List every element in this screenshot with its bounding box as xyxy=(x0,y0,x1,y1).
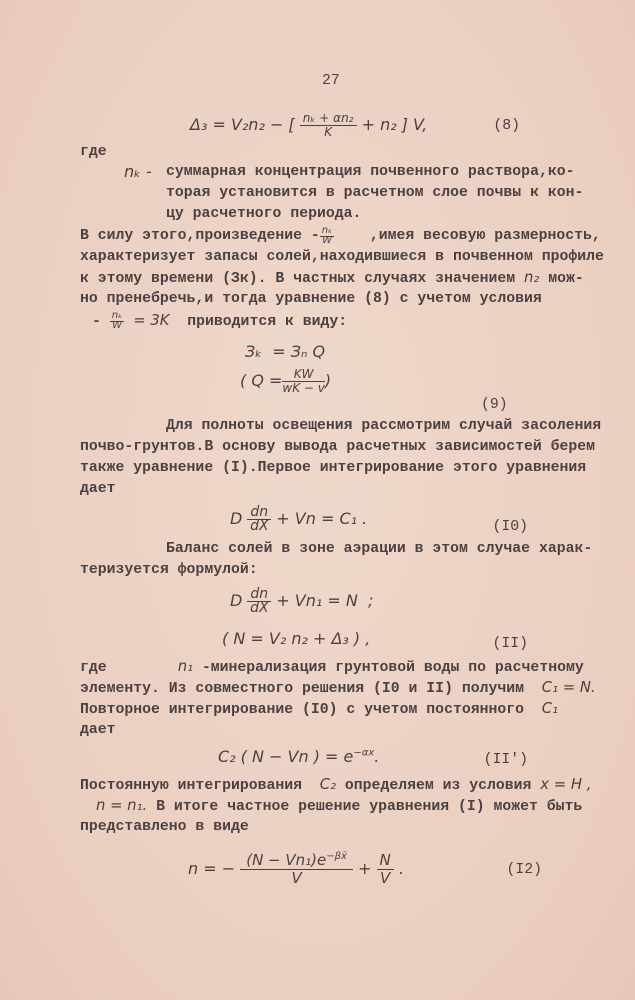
text-line: представлено в виде xyxy=(80,819,249,835)
text-line xyxy=(80,658,584,676)
text: к этому времени (Зк). В частных случаях значением xyxy=(80,271,516,287)
eq12-fraction-1 xyxy=(240,852,353,887)
text: ) xyxy=(324,371,332,390)
numerator: nₖ xyxy=(111,310,123,321)
text-line: почво-грунтов.В основу вывода расчетных зависимостей берем xyxy=(80,439,596,455)
numerator: KW xyxy=(282,368,324,382)
text-line xyxy=(80,679,596,697)
denominator: dX xyxy=(250,517,269,534)
text: . xyxy=(398,859,404,878)
text: Повторное интегрирование (I0) с учетом постоянного xyxy=(80,702,524,718)
text-line xyxy=(92,312,347,330)
denominator: W xyxy=(112,319,123,331)
equation-10 xyxy=(230,503,368,534)
text: -минерализация грунтовой воды по расчетному xyxy=(201,660,584,676)
nk-over-w-fraction xyxy=(320,227,335,245)
text: - xyxy=(92,314,101,330)
page-number: 27 xyxy=(322,73,340,89)
eq11-prime-label: (II′) xyxy=(483,752,528,768)
text: мож- xyxy=(548,271,584,287)
c2-symbol: C₂ xyxy=(319,776,337,793)
denominator: wK − v xyxy=(282,381,325,395)
text-line: Баланс солей в зоне аэрации в этом случае харак- xyxy=(166,541,593,557)
eq8-lhs: Δ₃ = V₂n₂ − [ xyxy=(190,115,295,134)
eq12-label: (I2) xyxy=(506,861,542,878)
text-line xyxy=(96,797,582,815)
c1-equals-n: C₁ = N. xyxy=(541,679,596,696)
text-line: также уравнение (I).Первое интегрирование этого уравнения xyxy=(80,460,587,476)
denominator: V xyxy=(291,869,302,887)
text-line: но пренебречь,и тогда уравнение (8) с учетом условия xyxy=(80,291,542,307)
text: где xyxy=(80,660,107,676)
denominator: W xyxy=(322,234,332,246)
definition-line: цу расчетного периода. xyxy=(166,206,362,222)
n2-symbol: n₂ xyxy=(524,269,540,286)
text-line: дает xyxy=(80,722,116,738)
numerator: dn xyxy=(247,506,271,520)
equation-8 xyxy=(190,112,427,139)
eq9-label: (9) xyxy=(481,397,508,413)
text: + Vn₁ = N ; xyxy=(276,591,374,610)
eq10-fraction xyxy=(247,503,271,534)
text: C₂ ( N − Vn ) = e xyxy=(218,747,354,766)
text: В силу этого,произведение - xyxy=(80,228,320,244)
text-line xyxy=(80,700,558,718)
n-equals-n1: n = n₁. xyxy=(96,797,148,814)
definition-line: торая установится в расчетном слое почвы к кон- xyxy=(166,185,584,201)
text-line: характеризует запасы солей,находившиеся в почвенном профиле xyxy=(80,249,604,265)
text: ( Q = xyxy=(240,371,283,390)
numerator: dn xyxy=(247,588,271,602)
text: . xyxy=(374,747,380,766)
text: приводится к виду: xyxy=(187,314,348,330)
equation-12 xyxy=(188,852,404,887)
equation-9-line1: Зₖ = Зₙ Q xyxy=(245,342,326,361)
equation-12-row xyxy=(188,852,542,887)
nk-symbol: nₖ - xyxy=(124,162,152,181)
denominator: dX xyxy=(250,600,269,616)
text-line xyxy=(80,776,591,794)
equation-11-prime xyxy=(218,748,379,766)
where-label: где xyxy=(80,144,107,160)
numerator: nₖ xyxy=(321,225,333,236)
text: n = − xyxy=(188,859,236,878)
eq8-label: (8) xyxy=(493,117,520,134)
denominator: V xyxy=(380,869,391,887)
eq10-label: (I0) xyxy=(492,519,528,535)
exponent: −βx̄ xyxy=(326,851,347,862)
text: D xyxy=(230,591,243,610)
text-line xyxy=(80,227,601,245)
eq8-fraction xyxy=(300,112,357,139)
exponent: −αx xyxy=(353,747,375,759)
equation-11-line2-row xyxy=(222,625,528,653)
equation-8-row xyxy=(190,112,520,139)
text: + Vn = C₁ . xyxy=(276,508,368,528)
text-line xyxy=(80,269,584,287)
text-line: Для полноты освещения рассмотрим случай засоления xyxy=(166,418,602,434)
text: (N − Vn₁)e xyxy=(246,851,327,869)
equation-11-line1 xyxy=(230,588,373,615)
equation-11-prime-row xyxy=(218,745,528,769)
text: ,имея весовую размерность, xyxy=(369,228,601,244)
eq12-fraction-2 xyxy=(377,852,394,887)
text: D xyxy=(230,508,243,528)
c1-symbol: C₁ xyxy=(541,700,559,717)
n1-symbol: n₁ xyxy=(177,658,193,675)
numerator: N xyxy=(377,852,394,870)
equation-9-line2 xyxy=(240,368,331,395)
equation-11-line2: ( N = V₂ n₂ + Δ₃ ) , xyxy=(222,629,371,648)
text-line: дает xyxy=(80,481,116,497)
nk-over-w-fraction xyxy=(110,312,125,330)
x-equals-h: x = H , xyxy=(540,776,592,793)
equation-10-row xyxy=(230,502,528,536)
text-line: теризуется формулой: xyxy=(80,562,258,578)
text: + xyxy=(358,859,372,878)
eq8-numerator: nₖ + αn₂ xyxy=(300,112,357,126)
numerator xyxy=(240,852,353,870)
eq8-rhs: + n₂ ] V, xyxy=(361,115,428,134)
text: элементу. Из совместного решения (I0 и II) получим xyxy=(80,681,524,697)
eq9-fraction xyxy=(282,368,324,395)
eq8-denominator: K xyxy=(324,125,333,139)
eq11-label: (II) xyxy=(492,636,528,652)
text: В итоге частное решение уравнения (I) может быть xyxy=(156,799,583,815)
definition-line: суммарная концентрация почвенного раствора,ко- xyxy=(166,164,575,180)
eq11-fraction xyxy=(247,588,271,615)
text: определяем из условия xyxy=(344,778,532,794)
text: Постоянную интегрирования xyxy=(80,778,302,794)
equals-3k: = 3K xyxy=(133,312,170,329)
